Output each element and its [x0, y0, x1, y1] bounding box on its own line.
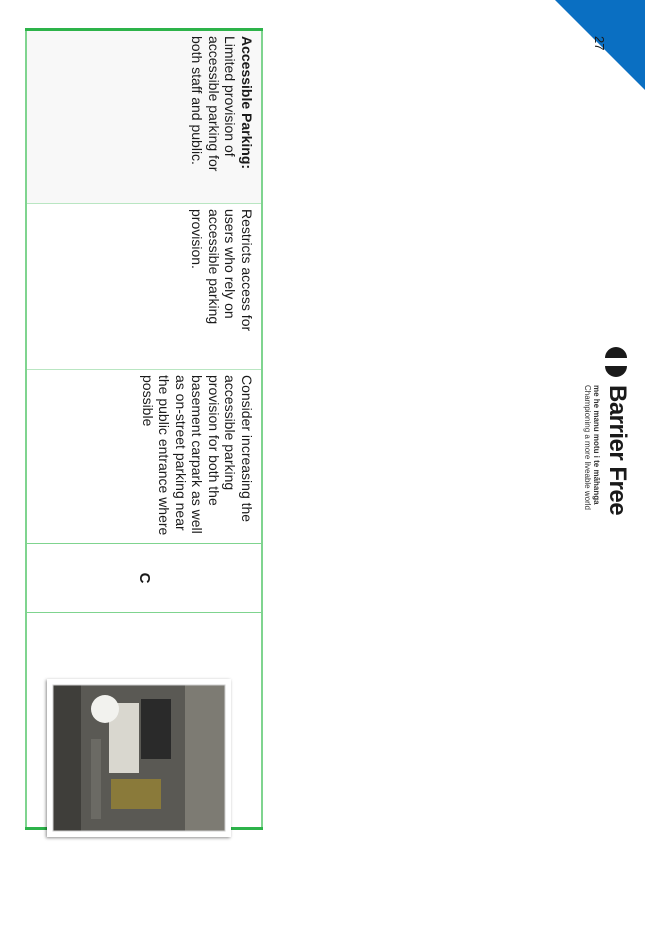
barrier-free-logo-icon — [603, 345, 629, 379]
barrier-free-logo — [583, 385, 631, 515]
page-number: 27 — [592, 36, 607, 51]
impact-cell — [26, 204, 262, 370]
table-row — [26, 30, 262, 829]
recommendation-text: Consider increasing the accessible parking provision for both the basement carpark as well as on-street parking near the public entrance where possible — [140, 375, 255, 536]
audit-table — [25, 28, 263, 830]
issue-title: Accessible Parking: — [239, 36, 255, 170]
issue-cell — [26, 30, 262, 204]
logo-tagline: Championing a more liveable world — [583, 385, 592, 510]
basement-carpark-photo — [47, 679, 231, 837]
logo-tagline-maori: me he manu motu i te māhanga — [592, 385, 601, 505]
rating-cell — [26, 544, 262, 613]
photo-cell — [26, 613, 262, 829]
photo-image — [47, 679, 231, 837]
impact-text: Restricts access for users who rely on accessible parking provision. — [189, 209, 255, 332]
recommendation-cell — [26, 370, 262, 544]
issue-body: Limited provision of accessible parking for both staff and public. — [189, 36, 239, 172]
logo-name: Barrier Free — [604, 385, 631, 516]
rating-value: C — [135, 572, 153, 584]
